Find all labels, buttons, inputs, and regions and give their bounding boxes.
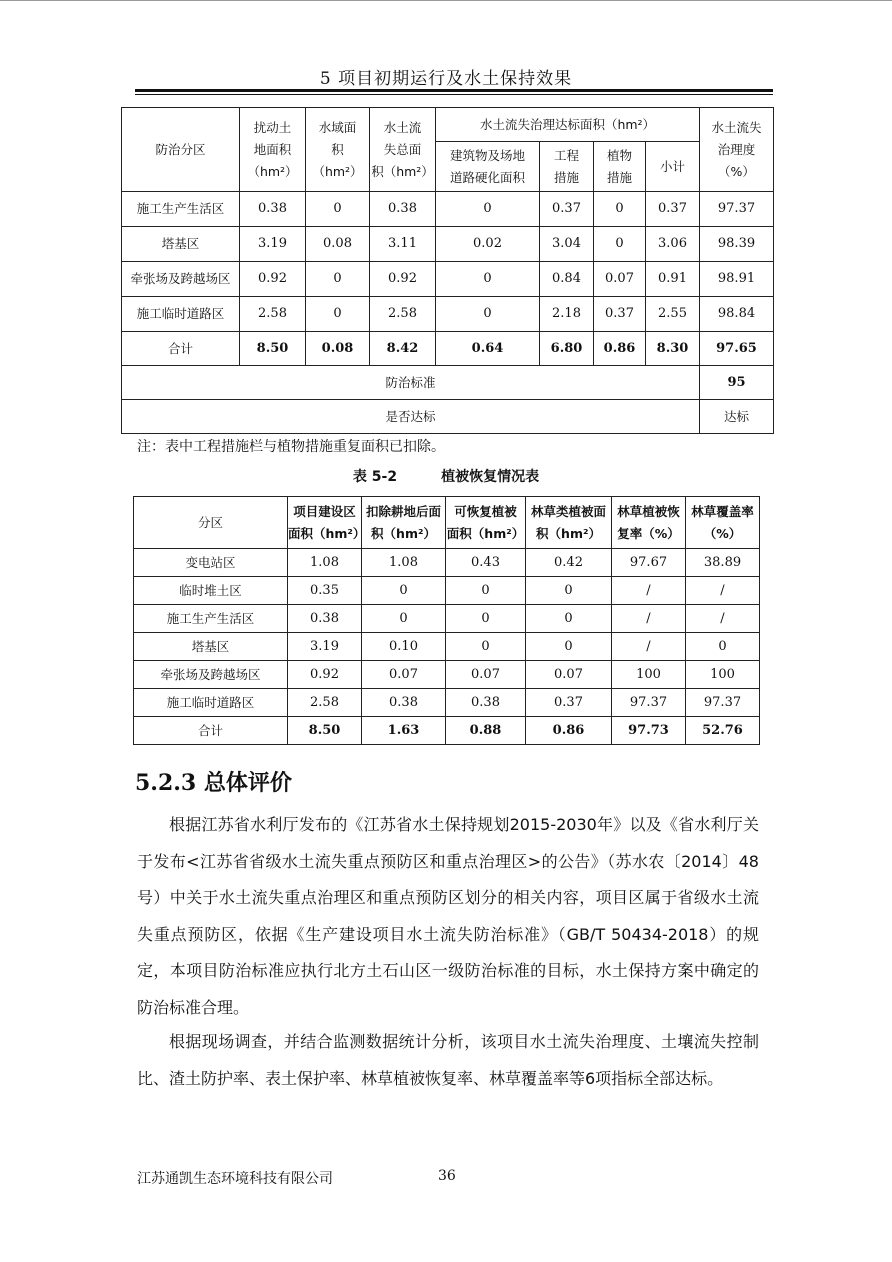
header-treatment-degree: 水土流失 治理度 （%）	[700, 108, 774, 192]
cell-water: 0	[306, 262, 370, 297]
header-engineering: 工程 措施	[540, 142, 594, 192]
cell-degree: 98.39	[700, 227, 774, 262]
compliance-label: 是否达标	[122, 400, 700, 434]
cell-plant: 0.37	[594, 297, 646, 332]
cell-loss-total: 0.92	[370, 262, 436, 297]
header-zone: 分区	[134, 497, 288, 549]
header-loss-total-area: 水土流 失总面 积（hm²）	[370, 108, 436, 192]
table-row	[134, 577, 760, 605]
table2-caption-number: 表 5-2	[352, 469, 398, 485]
cell-zone: 施工生产生活区	[134, 605, 288, 633]
cell-coverage-rate: 52.76	[686, 717, 760, 745]
header-vegetation: 林草类植被面 积（hm²）	[526, 497, 612, 549]
header-rule-thin	[135, 94, 773, 95]
cell-recoverable: 0	[446, 605, 526, 633]
cell-recovery-rate: /	[612, 605, 686, 633]
header-recoverable: 可恢复植被 面积（hm²）	[446, 497, 526, 549]
standard-label: 防治标准	[122, 366, 700, 400]
cell-vegetation: 0.42	[526, 549, 612, 577]
header-rule-thick	[135, 89, 773, 92]
cell-zone: 牵张场及跨越场区	[134, 661, 288, 689]
table-note: 注：表中工程措施栏与植物措施重复面积已扣除。	[137, 439, 445, 455]
cell-coverage-rate: /	[686, 577, 760, 605]
table-row	[122, 297, 774, 332]
cell-recovery-rate: 97.67	[612, 549, 686, 577]
cell-coverage-rate: 100	[686, 661, 760, 689]
cell-recovery-rate: 100	[612, 661, 686, 689]
cell-disturbed: 0.38	[240, 192, 306, 227]
cell-vegetation: 0.86	[526, 717, 612, 745]
cell-zone: 施工生产生活区	[122, 192, 240, 227]
soil-loss-treatment-table	[121, 107, 774, 434]
cell-building: 0.64	[436, 332, 540, 366]
cell-project-area: 0.38	[288, 605, 362, 633]
table-row	[122, 262, 774, 297]
cell-disturbed: 0.92	[240, 262, 306, 297]
compliance-value: 达标	[700, 400, 774, 434]
cell-disturbed: 3.19	[240, 227, 306, 262]
section-heading: 5.2.3 总体评价	[135, 770, 292, 796]
cell-plant: 0.86	[594, 332, 646, 366]
cell-zone: 牵张场及跨越场区	[122, 262, 240, 297]
header-recovery-rate: 林草植被恢 复率（%）	[612, 497, 686, 549]
cell-degree: 98.91	[700, 262, 774, 297]
vegetation-recovery-table	[133, 496, 760, 745]
cell-plant: 0	[594, 227, 646, 262]
cell-vegetation: 0	[526, 605, 612, 633]
cell-subtotal: 8.30	[646, 332, 700, 366]
cell-engineering: 6.80	[540, 332, 594, 366]
header-treated-area-group: 水土流失治理达标面积（hm²）	[436, 108, 700, 142]
header-water-area: 水域面 积 （hm²）	[306, 108, 370, 192]
paragraph: 根据现场调查，并结合监测数据统计分析，该项目水土流失治理度、土壤流失控制比、渣土防护率、表土保护率、林草植被恢复率、林草覆盖率等6项指标全部达标。	[137, 1032, 759, 1088]
table-total-row	[122, 332, 774, 366]
header-building-hardened: 建筑物及场地 道路硬化面积	[436, 142, 540, 192]
cell-coverage-rate: 97.37	[686, 689, 760, 717]
cell-recovery-rate: 97.37	[612, 689, 686, 717]
table-row	[134, 549, 760, 577]
table-row	[122, 227, 774, 262]
cell-recovery-rate: /	[612, 577, 686, 605]
cell-recoverable: 0.38	[446, 689, 526, 717]
cell-project-area: 0.92	[288, 661, 362, 689]
cell-project-area: 3.19	[288, 633, 362, 661]
table-row	[134, 633, 760, 661]
cell-coverage-rate: 0	[686, 633, 760, 661]
header-project-area: 项目建设区 面积（hm²）	[288, 497, 362, 549]
cell-coverage-rate: 38.89	[686, 549, 760, 577]
cell-vegetation: 0	[526, 577, 612, 605]
table-total-row	[134, 717, 760, 745]
table-row	[134, 661, 760, 689]
cell-water: 0	[306, 192, 370, 227]
cell-water: 0.08	[306, 332, 370, 366]
cell-water: 0	[306, 297, 370, 332]
cell-coverage-rate: /	[686, 605, 760, 633]
cell-engineering: 2.18	[540, 297, 594, 332]
cell-project-area: 2.58	[288, 689, 362, 717]
cell-loss-total: 8.42	[370, 332, 436, 366]
cell-recoverable: 0.07	[446, 661, 526, 689]
table2-caption-title: 植被恢复情况表	[441, 469, 540, 485]
header-disturbed-area: 扰动土 地面积 （hm²）	[240, 108, 306, 192]
cell-zone: 施工临时道路区	[134, 689, 288, 717]
cell-recoverable: 0.43	[446, 549, 526, 577]
table2-caption	[0, 466, 892, 486]
cell-after-deduct: 0.38	[362, 689, 446, 717]
cell-building: 0	[436, 297, 540, 332]
cell-zone: 变电站区	[134, 549, 288, 577]
cell-building: 0	[436, 262, 540, 297]
cell-disturbed: 2.58	[240, 297, 306, 332]
cell-subtotal: 0.91	[646, 262, 700, 297]
cell-degree: 97.65	[700, 332, 774, 366]
cell-recoverable: 0.88	[446, 717, 526, 745]
cell-zone: 塔基区	[134, 633, 288, 661]
paragraph: 根据江苏省水利厅发布的《江苏省水土保持规划2015-2030年》以及《省水利厅关于发布<江苏省省级水土流失重点预防区和重点治理区>的公告》（苏水农〔2014〕48号）中关于水土流失重点治理区和重点预防区划分的相关内容，项目区属于省级水土流失重点预防区，依据《生产建设项目水土流失防治标准》（GB/T 50434-2018）的规定，本项目防治标准应执行北方土石山区一级防治标准的目标，水土保持方案中确定的防治标准合理。	[137, 815, 759, 1017]
cell-zone: 塔基区	[122, 227, 240, 262]
cell-recoverable: 0	[446, 633, 526, 661]
cell-after-deduct: 1.08	[362, 549, 446, 577]
cell-after-deduct: 0.07	[362, 661, 446, 689]
cell-degree: 98.84	[700, 297, 774, 332]
page-top-border	[0, 0, 892, 1]
cell-recoverable: 0	[446, 577, 526, 605]
standard-value: 95	[700, 366, 774, 400]
header-subtotal: 小计	[646, 142, 700, 192]
compliance-row	[122, 400, 774, 434]
cell-recovery-rate: /	[612, 633, 686, 661]
cell-building: 0.02	[436, 227, 540, 262]
cell-after-deduct: 1.63	[362, 717, 446, 745]
cell-zone: 施工临时道路区	[122, 297, 240, 332]
table-row	[122, 192, 774, 227]
cell-project-area: 1.08	[288, 549, 362, 577]
cell-vegetation: 0.07	[526, 661, 612, 689]
cell-plant: 0	[594, 192, 646, 227]
cell-zone: 合计	[134, 717, 288, 745]
cell-loss-total: 3.11	[370, 227, 436, 262]
page-number: 36	[438, 1168, 456, 1184]
cell-degree: 97.37	[700, 192, 774, 227]
cell-plant: 0.07	[594, 262, 646, 297]
cell-after-deduct: 0.10	[362, 633, 446, 661]
cell-subtotal: 3.06	[646, 227, 700, 262]
cell-project-area: 8.50	[288, 717, 362, 745]
cell-disturbed: 8.50	[240, 332, 306, 366]
cell-vegetation: 0	[526, 633, 612, 661]
cell-engineering: 0.37	[540, 192, 594, 227]
cell-engineering: 3.04	[540, 227, 594, 262]
cell-recovery-rate: 97.73	[612, 717, 686, 745]
cell-subtotal: 0.37	[646, 192, 700, 227]
cell-after-deduct: 0	[362, 577, 446, 605]
cell-zone: 临时堆土区	[134, 577, 288, 605]
cell-subtotal: 2.55	[646, 297, 700, 332]
cell-vegetation: 0.37	[526, 689, 612, 717]
header-zone: 防治分区	[122, 108, 240, 192]
header-coverage-rate: 林草覆盖率 （%）	[686, 497, 760, 549]
cell-building: 0	[436, 192, 540, 227]
standard-row	[122, 366, 774, 400]
cell-loss-total: 0.38	[370, 192, 436, 227]
table-row	[134, 605, 760, 633]
cell-engineering: 0.84	[540, 262, 594, 297]
header-after-deduct: 扣除耕地后面 积（hm²）	[362, 497, 446, 549]
table-row	[134, 689, 760, 717]
cell-loss-total: 2.58	[370, 297, 436, 332]
header-plant: 植物 措施	[594, 142, 646, 192]
cell-after-deduct: 0	[362, 605, 446, 633]
cell-zone: 合计	[122, 332, 240, 366]
cell-water: 0.08	[306, 227, 370, 262]
footer-company: 江苏通凯生态环境科技有限公司	[137, 1171, 333, 1187]
cell-project-area: 0.35	[288, 577, 362, 605]
page-header-title: 5 项目初期运行及水土保持效果	[319, 69, 573, 89]
